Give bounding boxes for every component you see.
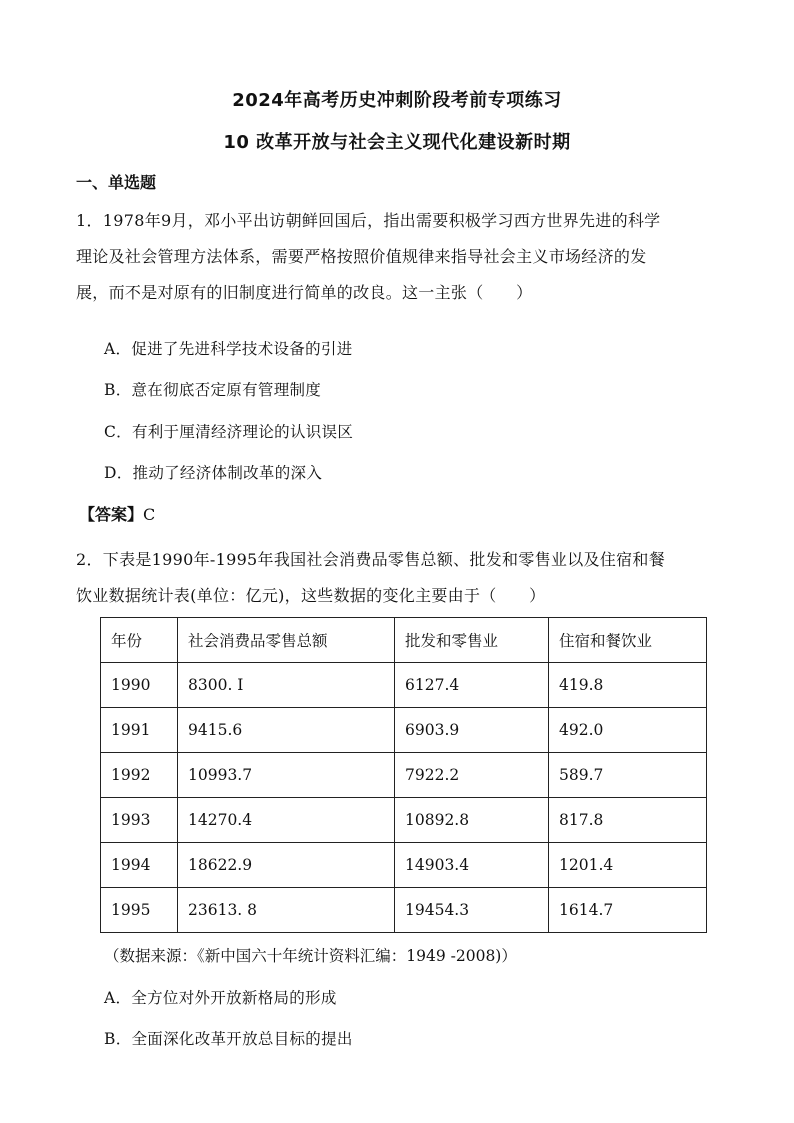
question-2-stem bbox=[76, 542, 716, 614]
table-cell: 1991 bbox=[101, 708, 178, 753]
statistics-table bbox=[100, 617, 707, 933]
question-2-line: 饮业数据统计表(单位：亿元)，这些数据的变化主要由于（ ） bbox=[76, 586, 546, 605]
answer-label: 【答案】 bbox=[79, 505, 144, 524]
question-2-option-a: A．全方位对外开放新格局的形成 bbox=[104, 989, 337, 1007]
table-cell: 1993 bbox=[101, 798, 178, 843]
question-2-line: 2．下表是1990年-1995年我国社会消费品零售总额、批发和零售业以及住宿和餐 bbox=[76, 550, 666, 569]
question-2-option-b: B．全面深化改革开放总目标的提出 bbox=[104, 1030, 353, 1048]
question-1-option-d: D．推动了经济体制改革的深入 bbox=[104, 464, 323, 482]
table-cell: 6903.9 bbox=[395, 708, 549, 753]
document-subtitle: 10 改革开放与社会主义现代化建设新时期 bbox=[223, 132, 571, 153]
table-cell: 1995 bbox=[101, 888, 178, 933]
document-title: 2024年高考历史冲刺阶段考前专项练习 bbox=[232, 90, 562, 111]
table-row bbox=[101, 753, 707, 798]
table-cell: 14270.4 bbox=[178, 798, 395, 843]
table-cell: 8300. I bbox=[178, 663, 395, 708]
data-source-note: （数据来源：《新中国六十年统计资料汇编：1949 -2008)） bbox=[104, 947, 517, 965]
table-header-cell: 年份 bbox=[101, 618, 178, 663]
table-cell: 1994 bbox=[101, 843, 178, 888]
question-1-option-b: B．意在彻底否定原有管理制度 bbox=[104, 381, 322, 399]
section-heading: 一、单选题 bbox=[76, 173, 157, 192]
table-row bbox=[101, 843, 707, 888]
table-cell: 1990 bbox=[101, 663, 178, 708]
table-cell: 1614.7 bbox=[549, 888, 707, 933]
question-1-answer bbox=[79, 502, 155, 525]
answer-value: C bbox=[143, 505, 156, 524]
table-row bbox=[101, 888, 707, 933]
table-cell: 23613. 8 bbox=[178, 888, 395, 933]
question-1-option-a: A．促进了先进科学技术设备的引进 bbox=[104, 340, 353, 358]
table-header-row bbox=[101, 618, 707, 663]
table-cell: 817.8 bbox=[549, 798, 707, 843]
question-1-line: 展，而不是对原有的旧制度进行简单的改良。这一主张（ ） bbox=[76, 283, 533, 302]
table-cell: 1201.4 bbox=[549, 843, 707, 888]
table-header-cell: 住宿和餐饮业 bbox=[549, 618, 707, 663]
table-cell: 14903.4 bbox=[395, 843, 549, 888]
question-1-option-c: C．有利于厘清经济理论的认识误区 bbox=[104, 423, 354, 441]
table-row bbox=[101, 798, 707, 843]
table-cell: 10993.7 bbox=[178, 753, 395, 798]
table-cell: 9415.6 bbox=[178, 708, 395, 753]
table-cell: 10892.8 bbox=[395, 798, 549, 843]
table-cell: 7922.2 bbox=[395, 753, 549, 798]
table-cell: 492.0 bbox=[549, 708, 707, 753]
table-cell: 6127.4 bbox=[395, 663, 549, 708]
table-cell: 589.7 bbox=[549, 753, 707, 798]
table-row bbox=[101, 708, 707, 753]
question-1-line: 理论及社会管理方法体系，需要严格按照价值规律来指导社会主义市场经济的发 bbox=[76, 247, 647, 266]
table-cell: 19454.3 bbox=[395, 888, 549, 933]
table-header-cell: 社会消费品零售总额 bbox=[178, 618, 395, 663]
question-1-stem bbox=[76, 203, 716, 311]
table-header-cell: 批发和零售业 bbox=[395, 618, 549, 663]
table-cell: 18622.9 bbox=[178, 843, 395, 888]
table-cell: 1992 bbox=[101, 753, 178, 798]
question-1-line: 1．1978年9月，邓小平出访朝鲜回国后，指出需要积极学习西方世界先进的科学 bbox=[76, 211, 661, 230]
table-row bbox=[101, 663, 707, 708]
table-cell: 419.8 bbox=[549, 663, 707, 708]
